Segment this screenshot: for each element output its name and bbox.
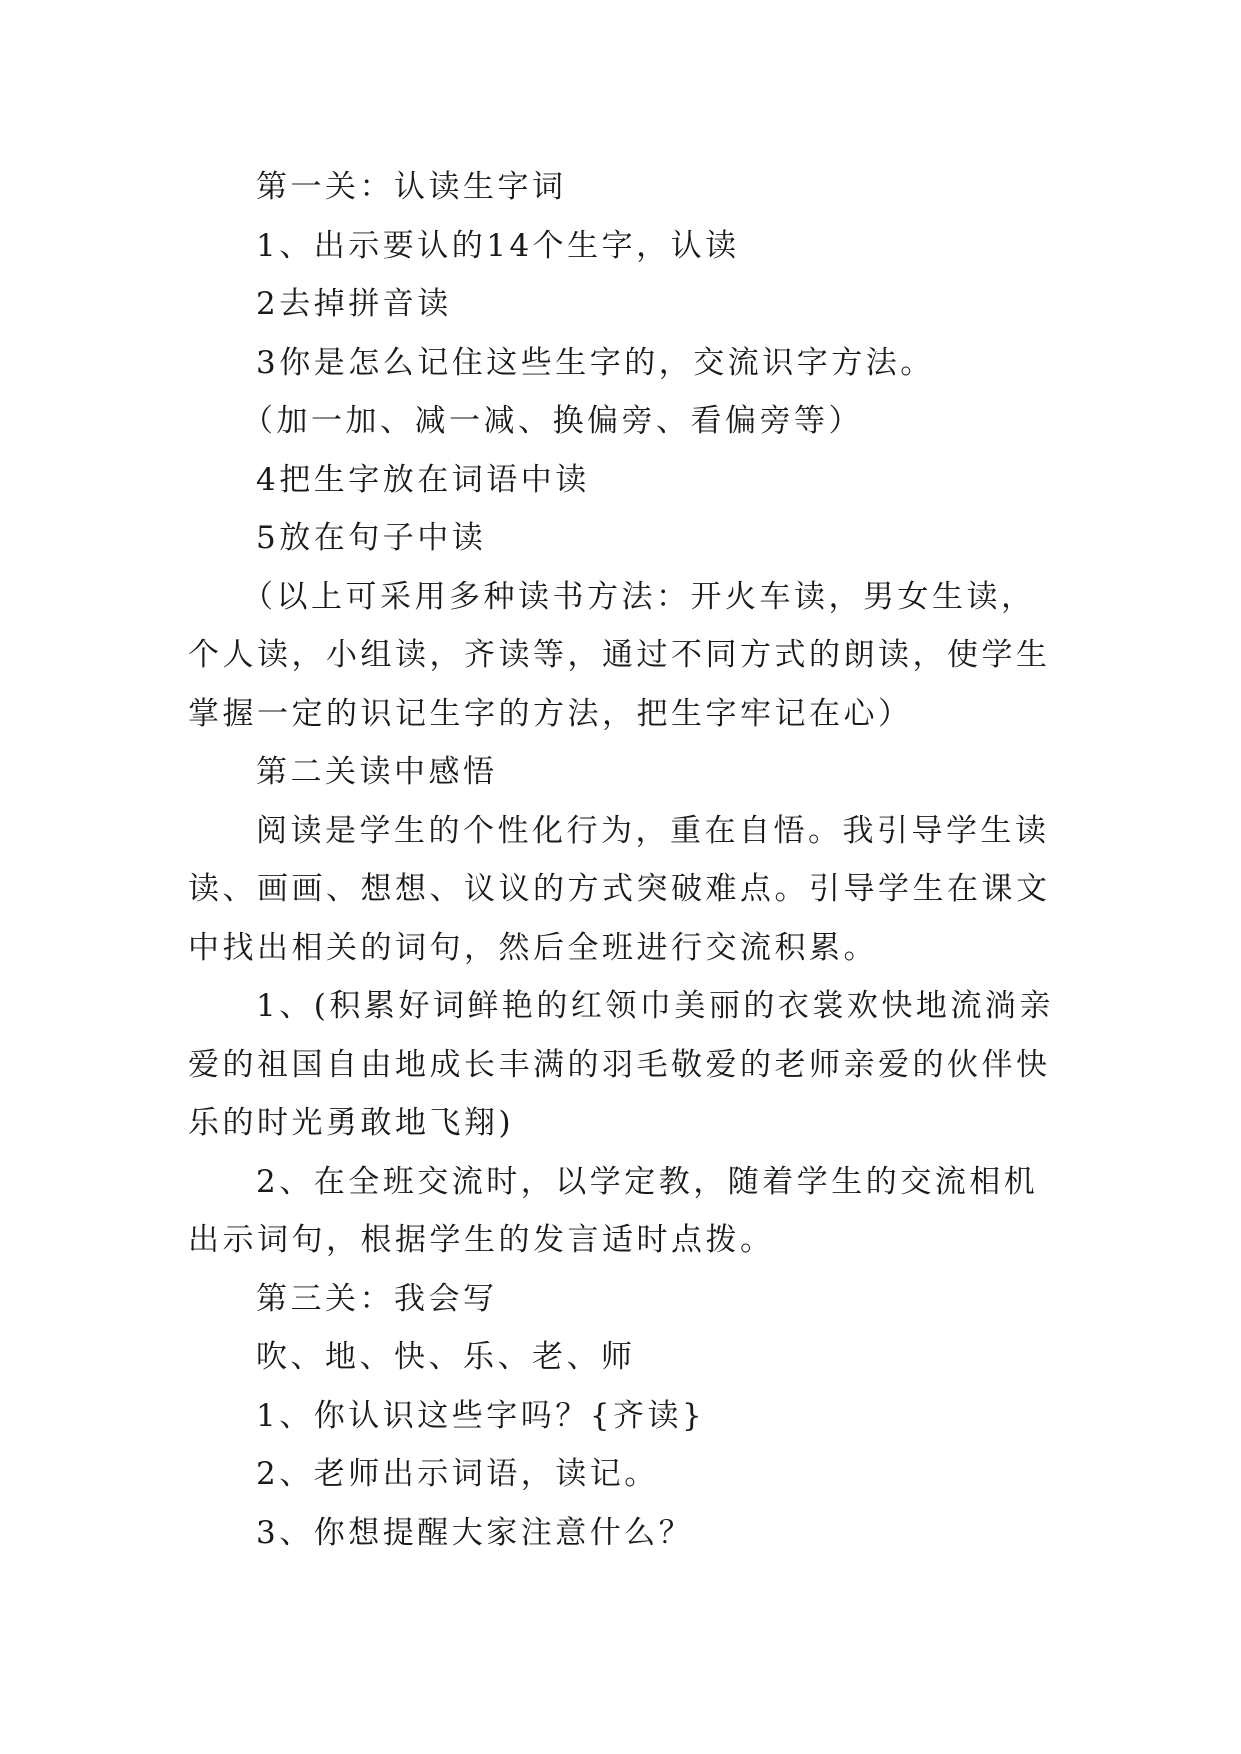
step-item: 1、你认识这些字吗？{齐读} xyxy=(256,1397,706,1434)
document-page xyxy=(188,158,1064,1562)
step-item: 1、(积累好词鲜艳的红领巾美丽的衣裳欢快地流淌亲爱的祖国自由地成长丰满的羽毛敬爱的老师亲爱的伙伴快乐的时光勇敢地飞翔) xyxy=(188,988,1054,1141)
step-item: 4把生字放在词语中读 xyxy=(256,461,590,498)
step-item: 5放在句子中读 xyxy=(256,520,487,556)
character-list: 吹、地、快、乐、老、师 xyxy=(256,1339,636,1375)
heading-stage-one: 第一关：认读生字词 xyxy=(256,169,567,205)
step-item: 3你是怎么记住这些生字的，交流识字方法。 xyxy=(256,344,935,381)
heading-stage-two: 第二关读中感悟 xyxy=(256,754,498,790)
step-item: 3、你想提醒大家注意什么？ xyxy=(256,1514,694,1551)
parenthetical-note: （加一加、减一减、换偏旁、看偏旁等） xyxy=(242,403,863,439)
step-item: 2去掉拼音读 xyxy=(256,286,452,322)
body-paragraph: 阅读是学生的个性化行为，重在自悟。我引导学生读读、画画、想想、议议的方式突破难点。引导学生在课文中找出相关的词句，然后全班进行交流积累。 xyxy=(188,812,1051,966)
step-item: 2、老师出示词语，读记。 xyxy=(256,1456,659,1492)
step-item: 1、出示要认的14个生字，认读 xyxy=(256,227,740,264)
heading-stage-three: 第三关：我会写 xyxy=(256,1280,498,1317)
parenthetical-note: （以上可采用多种读书方法：开火车读，男女生读，个人读，小组读，齐读等，通过不同方式的朗读，使学生掌握一定的识记生字的方法，把生字牢记在心） xyxy=(188,578,1051,732)
step-item: 2、在全班交流时，以学定教，随着学生的交流相机出示词句，根据学生的发言适时点拨。 xyxy=(188,1163,1039,1258)
